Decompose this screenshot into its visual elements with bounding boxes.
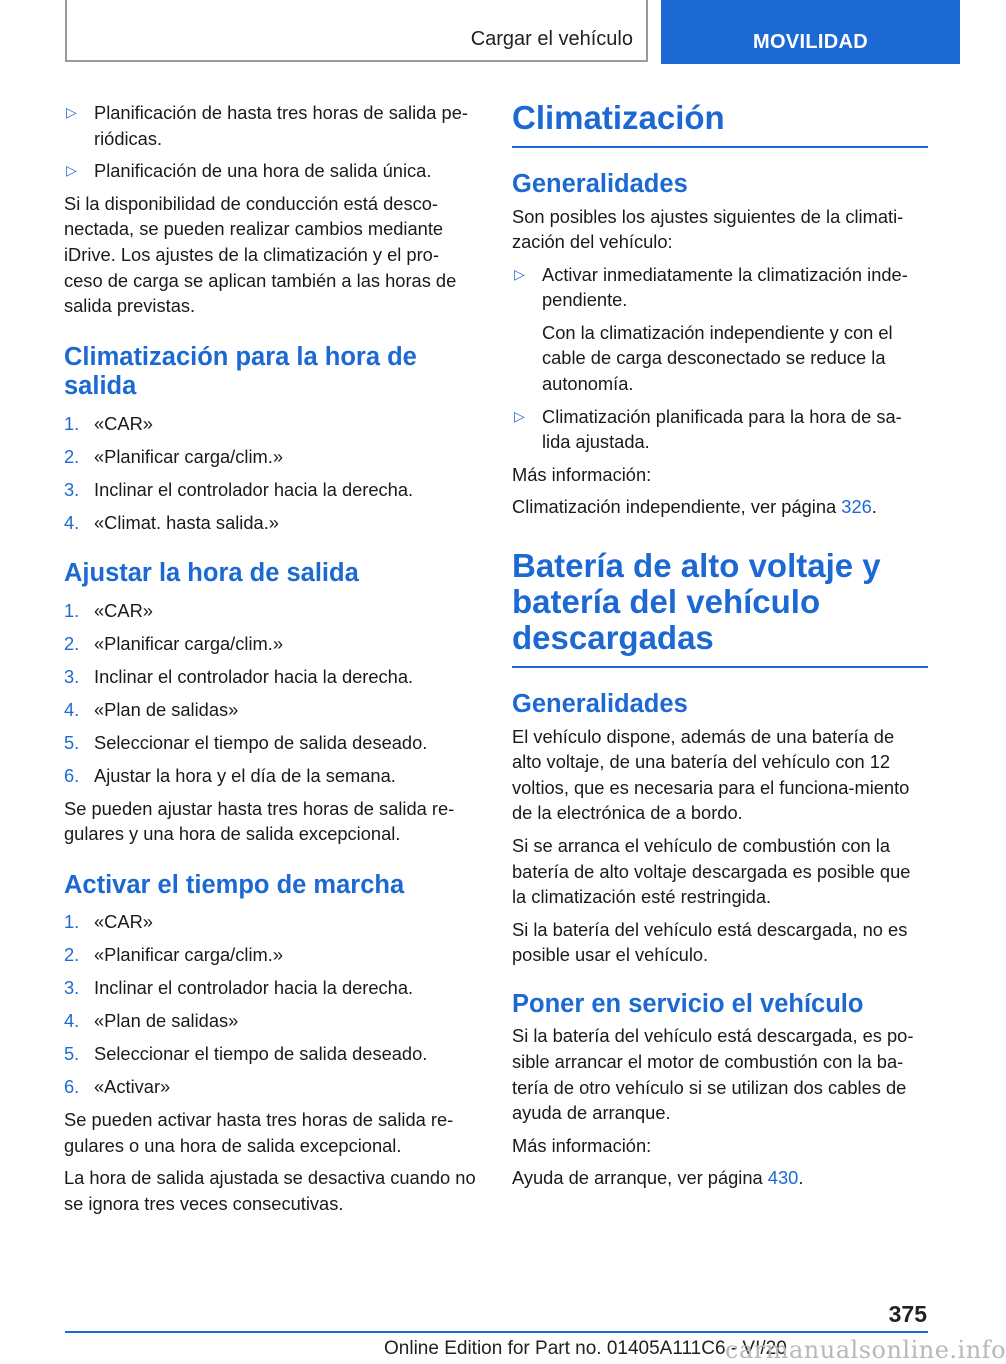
cross-reference: Climatización independiente, ver página 326.	[512, 496, 877, 518]
section-heading: Ajustar la hora de salida	[64, 559, 359, 588]
step-item: 3. Inclinar el controlador hacia la derecha.	[64, 665, 414, 687]
paragraph: Se pueden activar hasta tres horas de salida re‐gulares o una hora de salida excepcional.	[64, 1109, 454, 1156]
page-number: 375	[888, 1301, 927, 1327]
page-link[interactable]: 430	[767, 1167, 799, 1189]
step-item: 1. «CAR»	[64, 911, 153, 933]
step-item: 2. «Planificar carga/clim.»	[64, 632, 283, 654]
triangle-bullet-icon: ▷	[514, 407, 525, 424]
step-item: 4. «Plan de salidas»	[64, 1010, 239, 1032]
paragraph: Si la batería del vehículo está descargada, es po‐sible arrancar el motor de combustión con la ba‐tería de otro vehículo si se utilizan dos cables de ayuda de arranque.	[512, 1025, 914, 1124]
left-column	[64, 100, 476, 1224]
list-item: ▷ Climatización planificada para la hora de sa‐lida ajustada.	[514, 405, 902, 453]
paragraph: Son posibles los ajustes siguientes de la climati‐zación del vehículo:	[512, 205, 904, 253]
header-section-box	[65, 0, 648, 62]
step-item: 1. «CAR»	[64, 599, 153, 621]
chapter-heading: Climatización	[512, 100, 928, 148]
chapter-tab[interactable]: MOVILIDAD	[661, 0, 960, 64]
paragraph: Más información:	[512, 463, 652, 485]
paragraph: Si la batería del vehículo está descargada, no es posible usar el vehículo.	[512, 918, 908, 966]
paragraph: Si se arranca el vehículo de combustión con la batería de alto voltaje descargada es posible que la climatización esté restringida.	[512, 834, 911, 908]
step-item: 2. «Planificar carga/clim.»	[64, 445, 283, 467]
step-item: 2. «Planificar carga/clim.»	[64, 944, 283, 966]
paragraph: La hora de salida ajustada se desactiva cuando no se ignora tres veces consecutivas.	[64, 1167, 476, 1215]
section-heading: Poner en servicio el vehículo	[512, 989, 864, 1018]
triangle-bullet-icon: ▷	[66, 104, 77, 120]
edition-text: Online Edition for Part no. 01405A111C6 - VI/20	[384, 1338, 787, 1359]
step-item: 4. «Plan de salidas»	[64, 698, 239, 720]
cross-reference: Ayuda de arranque, ver página 430.	[512, 1167, 804, 1189]
section-heading: Activar el tiempo de marcha	[64, 870, 405, 899]
paragraph: El vehículo dispone, además de una batería de alto voltaje, de una batería del vehículo con 12 voltios, que es necesaria para el funciona‐miento de la electrónica de a bordo.	[512, 725, 910, 824]
triangle-bullet-icon: ▷	[514, 265, 525, 282]
paragraph: Se pueden ajustar hasta tres horas de salida re‐gulares y una hora de salida excepcional.	[64, 797, 455, 845]
list-item: ▷ Planificación de hasta tres horas de salida pe‐riódicas.	[66, 102, 468, 149]
list-item: ▷ Planificación de una hora de salida única.	[64, 158, 476, 184]
chapter-heading: Batería de alto voltaje y batería del vehículo descargadas	[512, 548, 928, 668]
section-heading: Generalidades	[512, 170, 688, 198]
list-item: ▷ Activar inmediatamente la climatización inde‐pendiente.	[514, 263, 908, 311]
step-item: 1. «CAR»	[64, 412, 153, 434]
step-item: 3. Inclinar el controlador hacia la derecha.	[64, 977, 414, 999]
step-item: 6. «Activar»	[64, 1076, 171, 1098]
step-item: 5. Seleccionar el tiempo de salida deseado.	[64, 1043, 428, 1065]
right-column	[512, 98, 928, 1198]
step-item: 4. «Climat. hasta salida.»	[64, 511, 279, 533]
section-heading: Generalidades	[512, 690, 688, 719]
step-item: 3. Inclinar el controlador hacia la derecha.	[64, 478, 414, 500]
paragraph: Más información:	[512, 1134, 652, 1156]
paragraph: Con la climatización independiente y con el cable de carga desconectado se reduce la autonomía.	[542, 321, 893, 395]
triangle-bullet-icon: ▷	[66, 162, 77, 179]
footer-divider	[65, 1331, 928, 1333]
section-heading: Climatización para la hora de salida	[64, 342, 417, 401]
section-title: Cargar el vehículo	[470, 28, 633, 50]
paragraph: Si la disponibilidad de conducción está desco‐nectada, se pueden realizar cambios mediante iDrive. Los ajustes de la climatización y el pro‐ceso de carga se aplican también a las horas de salida previstas.	[64, 192, 457, 317]
page-link[interactable]: 326	[841, 496, 872, 518]
step-item: 6. Ajustar la hora y el día de la semana.	[64, 764, 396, 786]
watermark: carmanualsonline.info	[725, 1336, 1006, 1364]
step-item: 5. Seleccionar el tiempo de salida deseado.	[64, 731, 428, 753]
